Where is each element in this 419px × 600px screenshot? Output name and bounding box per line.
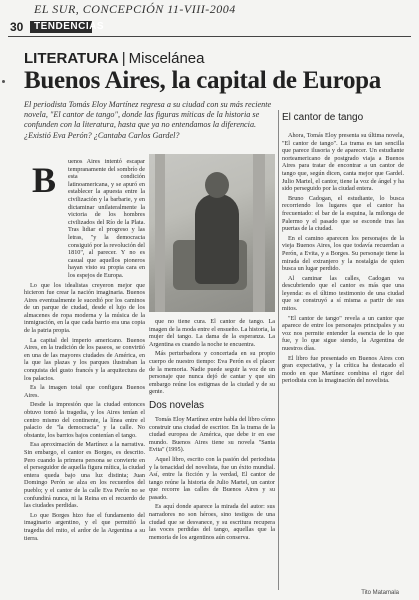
sidebar-column	[282, 132, 404, 587]
kicker-label: LITERATURA	[24, 50, 119, 67]
section-label: TENDENCIAS	[30, 21, 92, 33]
body-paragraph: Esa aproximación de Martínez a la narrativa. Sin embargo, el cantor es Borges, es descrito. Pero cuando la primera persona se convierte en el perseguidor de aquella figura mítica, la ciudad entera queda bajo una luz distinta; Juan Domingo Perón se alza en los recuerdos del pueblo; y el cantor de la calle Eva Perón no se confundirá nunca, ni la Reina en el recuerdo de las ciudades perdidas.	[24, 441, 145, 510]
body-paragraph: Aquel libro, escrito con la pasión del periodista y la tenacidad del novelista, fue un éxito mundial. Así, entre la ficción y la verdad, El cantor de tango reúne la historia de Julio Martel, un cantor que recorre las calles de Buenos Aires y su pasado.	[149, 455, 275, 501]
body-paragraph: que no tiene cura. El cantor de tango. La imagen de la moda entre el ensueño. La historia, la mujer del tango. La dama de la esperanza. La Argentina es cuando la noche te encuentra.	[149, 318, 275, 348]
sidebar-title: El cantor de tango	[282, 112, 364, 123]
binding-hole-mark	[2, 80, 5, 83]
page-number: 30	[10, 20, 24, 34]
photo-figure	[195, 194, 239, 284]
body-paragraph: Lo que Borges hizo fue el fundamento del imaginario argentino, y el que permitió la tragedia del mito, el ardor de la Argentina a su tierra.	[24, 511, 145, 542]
body-column-1	[24, 158, 145, 594]
sidebar-paragraph: Ahora, Tomás Eloy presenta su última novela, "El cantor de tango". La trama es tan sencilla que parece ilusoria y de aparecer. Un estudiante norteamericano de postgrado viaja a Buenos Aires para tratar de encontrar a un cantor de tango que, según dicen, canta mejor que Gardel. Julio Martel, el cantor, tiene la voz de ángel y ha sido perseguido por la ciudad entera.	[282, 132, 404, 193]
article-deck: El periodista Tomás Eloy Martínez regresa a su ciudad con su más reciente novela, "El cantor de tango", donde las figuras míticas de la historia se confunden con la literatura, hasta que ya no entendamos la diferencia. ¿Existió Eva Perón? ¿Cantaba Carlos Gardel?	[24, 100, 272, 140]
handwritten-date-note: EL SUR, CONCEPCIÓN 11-VIII-2004	[34, 2, 236, 16]
kicker-separator: |	[121, 50, 126, 67]
page-header	[8, 20, 411, 37]
body-paragraph: La capital del imperio americano. Buenos Aires, en la tradición de los paseos, se convirtió en una de las mayores ciudades de América, en la que las plazas y los parques ilustraban la conquista del gusto francés y la arquitectura de los palacios.	[24, 336, 145, 382]
sidebar-paragraph: "El cantor de tango" revela a un cantor que aparece de entre los personajes principales y su voz nos permite entender la esencia de lo que fue, y lo que sigue siendo, la Argentina de nuestros días.	[282, 314, 404, 353]
article-headline: Buenos Aires, la capital de Europa	[24, 67, 381, 94]
body-paragraph: Es aquí donde aparece la mirada del autor: sus narradores no son héroes, sino testigos de una ciudad que se desvanece, y su escritura recupera las voces perdidas del tango, aquellas que la memoria de los argentinos aún conserva.	[149, 503, 275, 541]
sidebar-paragraph: Bruno Cadogan, el estudiante, lo busca recorriendo los lugares que el cantor ha frecuentado: el bar de la esquina, la milonga de Palermo y el pasado que se esconde tras las puertas de la ciudad.	[282, 194, 404, 233]
sidebar-divider	[278, 110, 279, 590]
body-paragraph: uenos Aires intentó escapar tempranamente del sombrío de esta condición latinoamericana, y se apuró en establecer la apuesta entre la civilización y la barbarie, y en dictaminar unilateralmente la victoria de los hombres civilizados del Río de la Plata. Tras lidiar el progreso y las letras, "y la democracia consiguió por la revolución del 1810", al parecer. Y no es casual que aquellos pioneros hayan visto su propia cara en los espejos de Europa.	[68, 158, 145, 279]
sidebar-paragraph: En el camino aparecen los personajes de la vieja Buenos Aires, los que todavía recuerdan a Perón, a Evita, y a Borges. Su personaje tiene la mirada del extranjero y la nostalgia de quien busca un lugar perdido.	[282, 234, 404, 273]
sidebar-paragraph: El libro fue presentado en Buenos Aires con gran expectativa, y la crítica ha destacado el modo en que Martínez combina el rigor del periodista con la imaginación del novelista.	[282, 354, 404, 385]
kicker-sub: Miscelánea	[128, 50, 205, 67]
photo-credit: Tito Matamala	[361, 590, 399, 596]
photo-head	[205, 172, 229, 198]
body-column-2	[149, 318, 275, 595]
body-paragraph: Desde la impresión que la ciudad entonces obtuvo tomó la tragedia, y los Aires tenían el centro mismo del continente, la línea entre el palacio de "la democracia" y la calle. No obstante, los barrios bajos contenían el tango.	[24, 401, 145, 439]
body-paragraph: Más perturbadora y concertada en su propio cuerpo de nuestro tiempo: Eva Perón es el placer de la memoria. Nadie puede seguir la voz de un personaje que nunca dejó de cantar y que sin embargo reúne los estigmas de la ciudad y de su gente.	[149, 350, 275, 396]
author-photo	[149, 154, 275, 312]
sidebar-paragraph: Al caminar las calles, Cadogan va descubriendo que el cantor es más que una leyenda: es el último testimonio de una ciudad que se construyó a sí misma a partir de sus mitos.	[282, 274, 404, 313]
article-kicker	[24, 50, 205, 67]
subhead: Dos novelas	[149, 399, 205, 411]
body-paragraph: Es la imagen total que configura Buenos Aires.	[24, 384, 145, 399]
drop-cap: B	[31, 160, 56, 200]
body-paragraph: Tomás Eloy Martínez entre habla del libro cómo construir una ciudad de escritor. En la trama de la ciudad europea de América, que debe ir en ese mundo. Buenos Aires tiene su novela "Santa Evita" (1995).	[149, 415, 275, 454]
body-paragraph: Lo que los idealistas creyeron mejor que hicieron fue crear la nación imaginaria. Buenos Aires eventualmente le sucedió por los caminos de un parque de ciudad, desde el lujo de los almacenes de ropa moderna y la música de la inmigración, en la que cada barrio era una copia de la patria propia.	[24, 281, 145, 335]
